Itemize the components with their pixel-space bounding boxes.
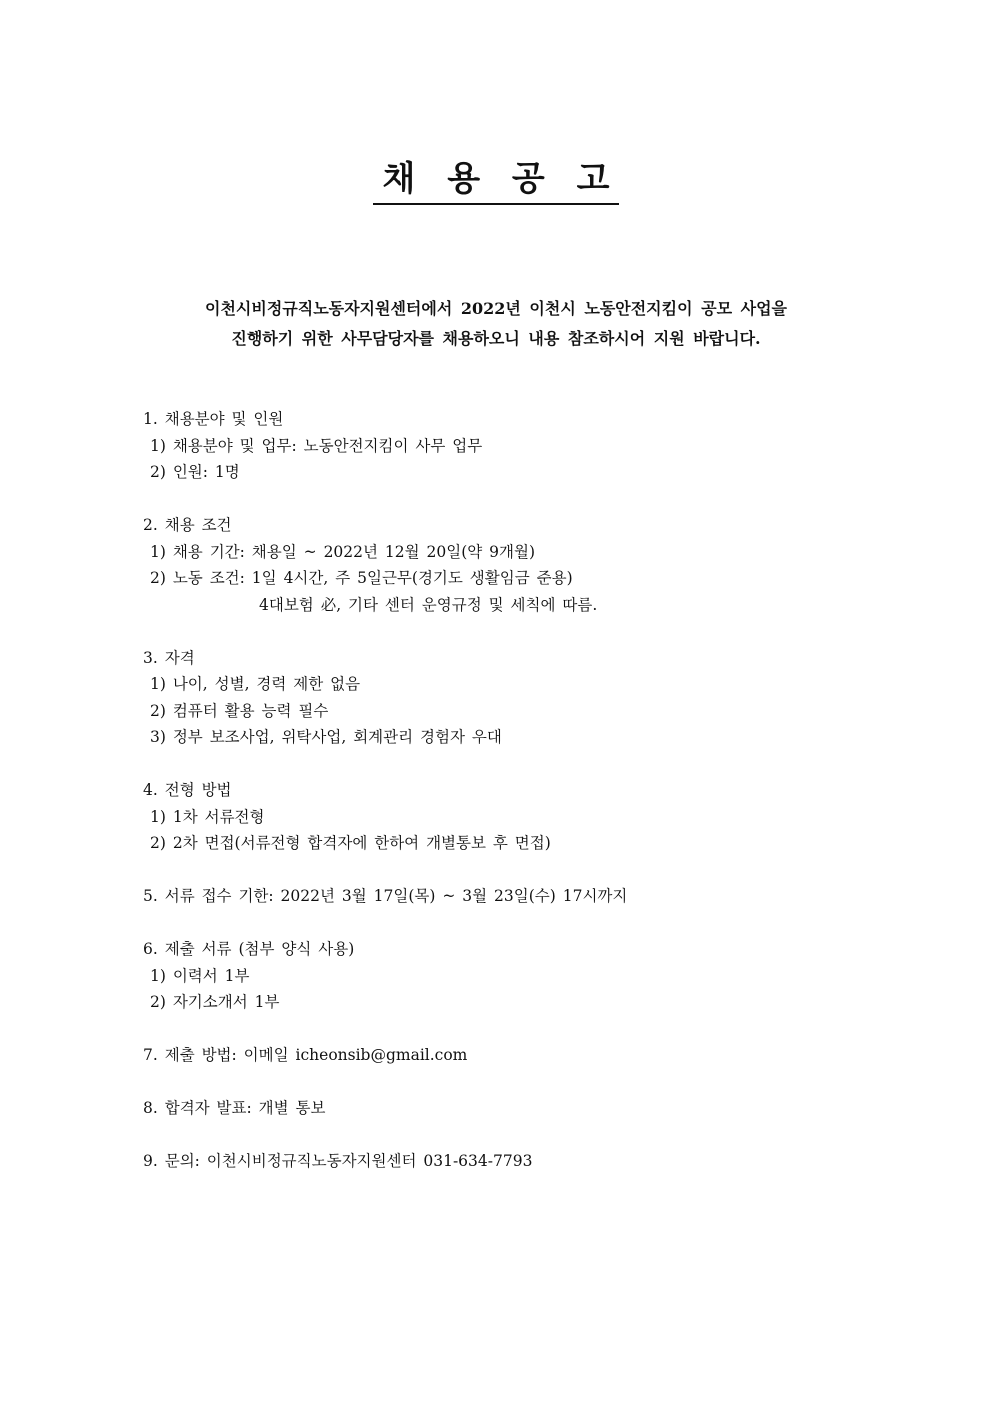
section-heading: 4. 전형 방법 [143,781,232,799]
section-heading: 3. 자격 [143,648,195,667]
section-submission-method [143,1042,963,1069]
section-required-documents [143,936,963,1016]
section-heading: 7. 제출 방법: 이메일 icheonsib@gmail.com [143,1046,468,1064]
notice-sections [143,406,963,1175]
section-heading: 9. 문의: 이천시비정규직노동자지원센터 031-634-7793 [143,1152,533,1170]
section-heading: 1. 채용분야 및 인원 [143,410,284,428]
intro-paragraph [0,294,992,354]
section-inquiry [143,1148,963,1175]
section-heading: 2. 채용 조건 [143,516,232,534]
section-recruitment-field [143,406,963,486]
section-item: 2) 컴퓨터 활용 능력 필수 [150,701,329,720]
page-title-text: 채 용 공 고 [373,155,620,205]
section-heading: 8. 합격자 발표: 개별 통보 [143,1099,326,1117]
section-item-continuation: 4대보험 必, 기타 센터 운영규정 및 세칙에 따름. [259,595,598,614]
intro-line-1: 이천시비정규직노동자지원센터에서 2022년 이천시 노동안전지킴이 공모 사업을 [205,299,787,318]
section-qualifications [143,645,963,751]
section-announcement [143,1095,963,1122]
intro-line-2: 진행하기 위한 사무담당자를 채용하오니 내용 참조하시어 지원 바랍니다. [231,329,761,348]
section-selection-method [143,777,963,857]
section-heading: 5. 서류 접수 기한: 2022년 3월 17일(목) ~ 3월 23일(수) 17시까지 [143,887,628,905]
section-item: 2) 자기소개서 1부 [150,993,280,1011]
section-item: 1) 채용 기간: 채용일 ~ 2022년 12월 20일(약 9개월) [150,542,536,561]
section-item: 1) 채용분야 및 업무: 노동안전지킴이 사무 업무 [150,436,483,455]
section-item: 2) 인원: 1명 [150,463,240,481]
section-item: 1) 1차 서류전형 [150,807,265,826]
section-item: 3) 정부 보조사업, 위탁사업, 회계관리 경험자 우대 [150,728,502,746]
section-heading: 6. 제출 서류 (첨부 양식 사용) [143,940,355,958]
section-employment-conditions [143,512,963,618]
page-title [0,155,992,205]
section-item: 2) 2차 면접(서류전형 합격자에 한하여 개별통보 후 면접) [150,834,551,852]
section-application-deadline [143,883,963,910]
section-item: 1) 나이, 성별, 경력 제한 없음 [150,675,361,693]
section-item: 2) 노동 조건: 1일 4시간, 주 5일근무(경기도 생활임금 준용) [150,569,573,587]
section-item: 1) 이력서 1부 [150,966,250,985]
